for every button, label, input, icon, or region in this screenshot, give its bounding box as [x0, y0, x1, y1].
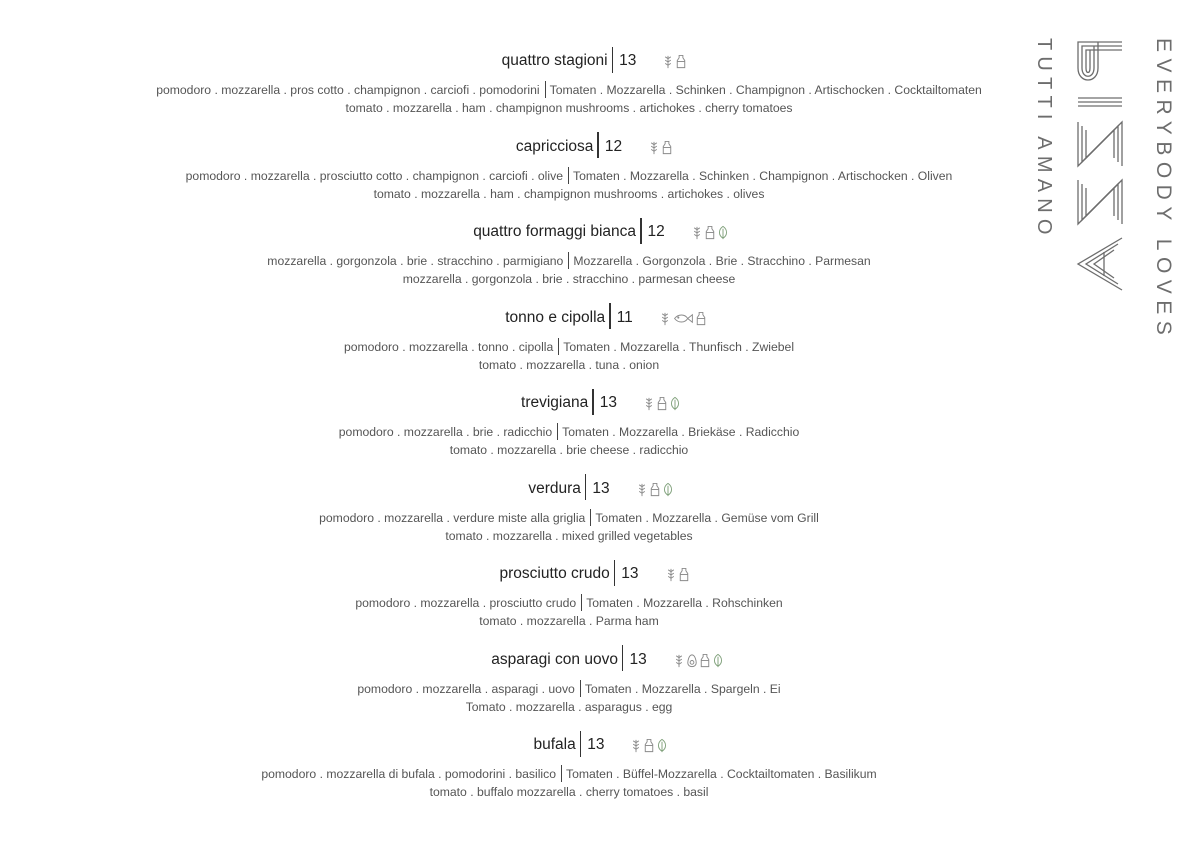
allergen-icons — [630, 738, 669, 754]
menu-item-price: 12 — [647, 223, 665, 240]
logo-letter-a — [1078, 238, 1122, 290]
ingredients-italian: pomodoro . mozzarella . brie . radicchio — [338, 425, 553, 439]
menu-item-description — [80, 509, 1058, 545]
allergen-icons — [643, 396, 682, 412]
ingredients-it-de-line — [80, 81, 1058, 99]
menu-item-title-row — [521, 388, 617, 418]
ingredients-italian: pomodoro . mozzarella . verdure miste alla griglia — [319, 510, 586, 525]
menu-item-name: tonno e cipolla — [505, 308, 606, 326]
slogan-tutti-amano: TUTTI AMANO — [1033, 38, 1055, 241]
menu-item-description — [80, 81, 1058, 117]
wheat-icon — [643, 396, 655, 411]
language-divider — [568, 252, 569, 269]
menu-item — [80, 730, 1058, 816]
milk-icon — [643, 738, 655, 753]
logo-letter-i — [1078, 98, 1122, 106]
allergen-icons — [636, 482, 675, 498]
ingredients-german: Mozzarella . Gorgonzola . Brie . Stracchino . Parmesan — [573, 254, 871, 268]
milk-icon — [695, 311, 707, 326]
wheat-icon — [659, 311, 671, 326]
ingredients-italian: pomodoro . mozzarella . tonno . cipolla — [343, 339, 554, 354]
menu-item — [80, 645, 1058, 731]
wheat-icon — [662, 54, 674, 69]
milk-icon — [675, 54, 687, 69]
menu-item-title-row — [499, 559, 638, 589]
ingredients-italian: pomodoro . mozzarella . asparagi . uovo — [357, 681, 575, 696]
menu-item-title-row — [473, 217, 665, 247]
wheat-icon — [630, 738, 642, 753]
ingredients-it-de-line — [80, 594, 1058, 612]
leaf-icon — [669, 396, 681, 411]
menu-item-description — [80, 167, 1058, 203]
menu-item-title-row — [502, 46, 637, 76]
leaf-icon — [656, 738, 668, 753]
title-divider — [592, 389, 594, 415]
title-divider — [622, 645, 624, 671]
menu-item — [80, 46, 1058, 132]
allergen-icons — [648, 140, 674, 156]
title-divider — [580, 731, 582, 757]
title-divider — [614, 560, 616, 586]
ingredients-english: mozzarella . gorgonzola . brie . stracchino . parmesan cheese — [402, 272, 736, 287]
ingredients-german: Tomaten . Mozzarella . Gemüse vom Grill — [595, 510, 819, 525]
ingredients-it-de-line — [80, 680, 1058, 698]
brand-block — [1024, 34, 1184, 374]
ingredients-it-de-line — [80, 423, 1058, 441]
ingredients-italian: pomodoro . mozzarella . prosciutto crudo — [355, 596, 577, 610]
ingredients-english: tomato . mozzarella . ham . champignon mushrooms . artichokes . cherry tomatoes — [345, 101, 793, 116]
language-divider — [590, 509, 591, 526]
ingredients-english: tomato . mozzarella . Parma ham — [479, 614, 659, 629]
ingredients-german: Tomaten . Mozzarella . Spargeln . Ei — [584, 681, 781, 696]
menu-item — [80, 217, 1058, 303]
menu-item-description — [80, 680, 1058, 716]
menu-item-name: quattro stagioni — [501, 52, 608, 69]
allergen-icons — [665, 567, 691, 583]
menu-item-price: 13 — [599, 394, 617, 411]
allergen-icons — [662, 54, 688, 70]
milk-icon — [656, 396, 668, 411]
allergen-icons — [659, 311, 708, 327]
ingredients-german: Tomaten . Büffel-Mozzarella . Cocktailtomaten . Basilikum — [566, 767, 877, 781]
pizza-logo — [1074, 38, 1124, 294]
ingredients-english: tomato . mozzarella . ham . champignon mushrooms . artichokes . olives — [373, 186, 765, 201]
allergen-icons — [673, 653, 725, 669]
slogan-everybody-loves: EVERYBODY LOVES — [1152, 38, 1175, 342]
menu-item-name: prosciutto crudo — [499, 565, 610, 582]
menu-item-price: 11 — [616, 308, 633, 326]
menu-item — [80, 388, 1058, 474]
ingredients-german: Tomaten . Mozzarella . Schinken . Champignon . Artischocken . Oliven — [572, 168, 953, 183]
menu-item-price: 13 — [587, 736, 605, 753]
title-divider — [597, 132, 599, 158]
menu-item-title-row — [491, 645, 646, 675]
ingredients-it-de-line — [80, 509, 1058, 527]
menu-item-name: asparagi con uovo — [491, 650, 618, 668]
leaf-icon — [717, 225, 729, 240]
language-divider — [561, 765, 562, 782]
wheat-icon — [665, 567, 677, 582]
ingredients-it-de-line — [80, 338, 1058, 356]
wheat-icon — [648, 140, 660, 155]
leaf-icon — [662, 482, 674, 497]
menu-item-name: trevigiana — [521, 394, 589, 411]
language-divider — [568, 167, 569, 184]
menu-item-title-row — [534, 730, 605, 760]
ingredients-german: Tomaten . Mozzarella . Rohschinken — [586, 596, 783, 610]
menu-item-title-row — [528, 474, 609, 504]
ingredients-it-de-line — [80, 765, 1058, 783]
menu-item-price: 13 — [619, 52, 637, 69]
menu-item-description — [80, 594, 1058, 630]
menu-item-price: 13 — [592, 479, 610, 497]
menu-item — [80, 474, 1058, 560]
menu-item-price: 13 — [629, 650, 647, 668]
logo-letter-z2 — [1078, 180, 1122, 224]
milk-icon — [699, 653, 711, 668]
ingredients-italian: pomodoro . mozzarella . prosciutto cotto . champignon . carciofi . olive — [185, 168, 563, 183]
ingredients-english: Tomato . mozzarella . asparagus . egg — [465, 699, 673, 714]
menu-item-price: 12 — [604, 137, 623, 155]
title-divider — [585, 474, 587, 500]
fish-icon — [672, 311, 694, 326]
milk-icon — [661, 140, 673, 155]
logo-letter-z1 — [1078, 122, 1122, 166]
ingredients-english: tomato . buffalo mozzarella . cherry tomatoes . basil — [429, 785, 709, 800]
leaf-icon — [712, 653, 724, 668]
ingredients-english: tomato . mozzarella . tuna . onion — [478, 357, 660, 372]
milk-icon — [678, 567, 690, 582]
menu-item-name: capricciosa — [515, 137, 594, 155]
language-divider — [545, 81, 546, 98]
ingredients-german: Tomaten . Mozzarella . Schinken . Champignon . Artischocken . Cocktailtomaten — [549, 83, 982, 97]
language-divider — [580, 680, 581, 697]
title-divider — [609, 303, 611, 329]
logo-letter-p — [1078, 42, 1122, 80]
menu-item-description — [80, 338, 1058, 374]
ingredients-german: Tomaten . Mozzarella . Briekäse . Radicchio — [562, 425, 800, 439]
menu-item-description — [80, 423, 1058, 459]
ingredients-it-de-line — [80, 167, 1058, 185]
wheat-icon — [691, 225, 703, 240]
pizza-menu-list — [80, 46, 1058, 816]
title-divider — [640, 218, 642, 244]
language-divider — [558, 338, 559, 355]
ingredients-english: tomato . mozzarella . mixed grilled vegetables — [445, 528, 693, 543]
title-divider — [612, 47, 614, 73]
menu-item — [80, 559, 1058, 645]
menu-item — [80, 132, 1058, 218]
menu-item-title-row — [505, 303, 633, 333]
ingredients-italian: mozzarella . gorgonzola . brie . stracchino . parmigiano — [267, 254, 564, 268]
language-divider — [557, 423, 558, 440]
menu-item-description — [80, 765, 1058, 801]
ingredients-german: Tomaten . Mozzarella . Thunfisch . Zwiebel — [563, 339, 795, 354]
egg-icon — [686, 653, 698, 668]
menu-item-title-row — [516, 132, 622, 162]
ingredients-italian: pomodoro . mozzarella di bufala . pomodorini . basilico — [261, 767, 556, 781]
menu-item-price: 13 — [621, 565, 639, 582]
language-divider — [581, 594, 582, 611]
wheat-icon — [673, 653, 685, 668]
menu-item-name: quattro formaggi bianca — [473, 223, 637, 240]
milk-icon — [649, 482, 661, 497]
milk-icon — [704, 225, 716, 240]
ingredients-italian: pomodoro . mozzarella . pros cotto . champignon . carciofi . pomodorini — [156, 83, 540, 97]
wheat-icon — [636, 482, 648, 497]
ingredients-english: tomato . mozzarella . brie cheese . radicchio — [449, 443, 689, 458]
menu-item-description — [80, 252, 1058, 288]
allergen-icons — [691, 225, 730, 241]
menu-item — [80, 303, 1058, 389]
ingredients-it-de-line — [80, 252, 1058, 270]
menu-item-name: bufala — [533, 736, 576, 753]
menu-item-name: verdura — [528, 479, 581, 497]
